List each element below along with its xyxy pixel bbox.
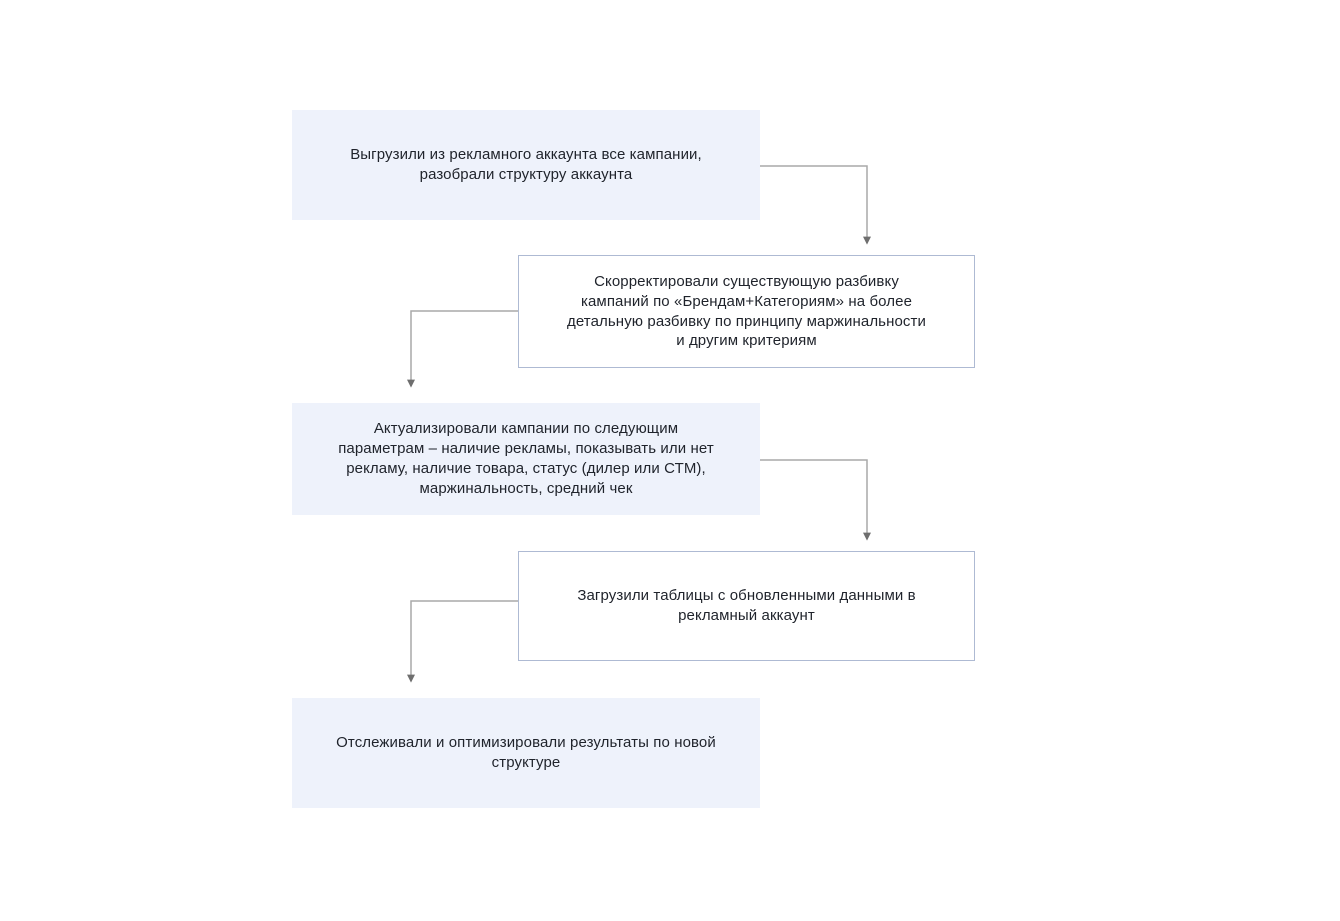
- flow-step-5: [292, 698, 760, 808]
- connector-step3-to-step4: [760, 460, 867, 539]
- connector-step1-to-step2: [760, 166, 867, 243]
- flow-step-1: [292, 110, 760, 220]
- flow-step-3: [292, 403, 760, 515]
- flow-step-4: [518, 551, 975, 661]
- flow-step-3-text: Актуализировали кампании по следующим параметрам – наличие рекламы, показывать или нет рекламу, наличие товара, статус (дилер или СТМ), маржинальность, средний чек: [338, 420, 714, 497]
- flow-step-2: [518, 255, 975, 368]
- flow-step-2-text: Скорректировали существующую разбивку кампаний по «Брендам+Категориям» на более детальную разбивку по принципу маржинальности и другим критериям: [567, 272, 926, 350]
- connector-step4-to-step5: [411, 601, 518, 681]
- flow-step-5-text: Отслеживали и оптимизировали результаты по новой структуре: [336, 734, 716, 771]
- flow-step-4-text: Загрузили таблицы с обновленными данными в рекламный аккаунт: [577, 587, 916, 624]
- connector-step2-to-step3: [411, 311, 518, 386]
- flow-step-1-text: Выгрузили из рекламного аккаунта все кампании, разобрали структуру аккаунта: [350, 146, 702, 183]
